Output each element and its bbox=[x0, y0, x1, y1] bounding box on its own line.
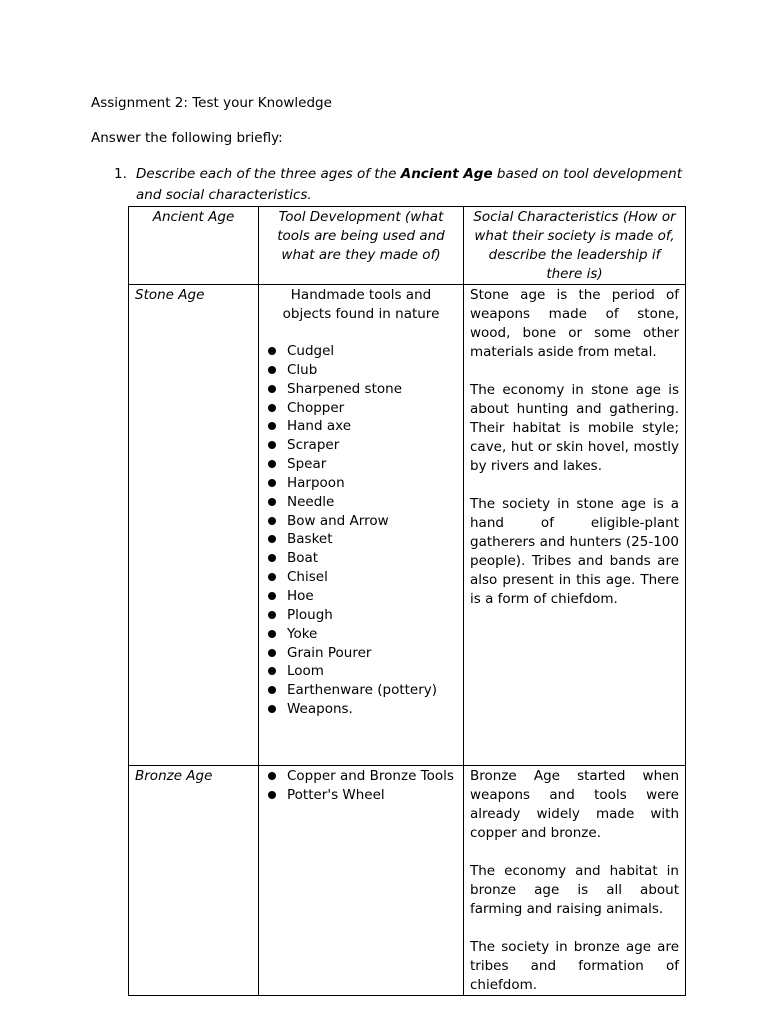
bullet-icon bbox=[268, 366, 276, 374]
bullet-icon bbox=[268, 592, 276, 600]
bullet-icon bbox=[268, 479, 276, 487]
bullet-icon bbox=[268, 554, 276, 562]
bullet-icon bbox=[268, 705, 276, 713]
list-item: Harpoon bbox=[265, 474, 457, 493]
social-paragraph: Stone age is the period of weapons made of stone, wood, bone or some other materials aside from metal. bbox=[470, 287, 679, 360]
list-item: Needle bbox=[265, 493, 457, 512]
list-item: Chopper bbox=[265, 399, 457, 418]
list-item: Sharpened stone bbox=[265, 380, 457, 399]
social-paragraph: Bronze Age started when weapons and tools were already widely made with copper and bronze. bbox=[470, 768, 679, 841]
bullet-icon bbox=[268, 791, 276, 799]
social-cell bbox=[464, 766, 686, 996]
social-cell bbox=[464, 285, 686, 766]
list-item: Potter's Wheel bbox=[265, 786, 457, 805]
bullet-icon bbox=[268, 517, 276, 525]
instructions-text: Answer the following briefly: bbox=[91, 130, 283, 146]
list-item: Club bbox=[265, 361, 457, 380]
bullet-icon bbox=[268, 573, 276, 581]
age-name-cell: Bronze Age bbox=[129, 766, 259, 996]
bullet-icon bbox=[268, 649, 276, 657]
bullet-icon bbox=[268, 441, 276, 449]
header-ancient-age: Ancient Age bbox=[129, 207, 259, 285]
list-item: Loom bbox=[265, 662, 457, 681]
social-paragraph: The society in bronze age are tribes and formation of chiefdom. bbox=[470, 939, 679, 993]
question-text-before: Describe each of the three ages of the bbox=[136, 166, 401, 182]
bullet-icon bbox=[268, 385, 276, 393]
header-social-characteristics: Social Characteristics (How or what their society is made of, describe the leadership if there is) bbox=[464, 207, 686, 285]
tools-list bbox=[265, 767, 457, 805]
bullet-icon bbox=[268, 630, 276, 638]
list-item: Basket bbox=[265, 530, 457, 549]
bullet-icon bbox=[268, 347, 276, 355]
table-row-stone-age bbox=[129, 285, 686, 766]
age-name-cell: Stone Age bbox=[129, 285, 259, 766]
ancient-ages-table bbox=[128, 206, 686, 996]
list-item: Copper and Bronze Tools bbox=[265, 767, 457, 786]
list-item: Cudgel bbox=[265, 342, 457, 361]
bullet-icon bbox=[268, 611, 276, 619]
list-item: Scraper bbox=[265, 436, 457, 455]
list-item: Spear bbox=[265, 455, 457, 474]
bullet-icon bbox=[268, 535, 276, 543]
list-item: Bow and Arrow bbox=[265, 512, 457, 531]
list-item: Weapons. bbox=[265, 700, 457, 719]
table-row-bronze-age bbox=[129, 766, 686, 996]
bullet-icon bbox=[268, 686, 276, 694]
bullet-icon bbox=[268, 772, 276, 780]
bullet-icon bbox=[268, 667, 276, 675]
social-paragraph: The society in stone age is a hand of eligible-plant gatherers and hunters (25-100 people). Tribes and bands are also present in this age. There is a form of chiefdom. bbox=[470, 496, 679, 607]
list-item: Plough bbox=[265, 606, 457, 625]
bullet-icon bbox=[268, 404, 276, 412]
social-paragraph: The economy and habitat in bronze age is all about farming and raising animals. bbox=[470, 863, 679, 917]
tools-list bbox=[265, 342, 457, 719]
table-header-row bbox=[129, 207, 686, 285]
assignment-heading: Assignment 2: Test your Knowledge bbox=[91, 95, 332, 111]
bullet-icon bbox=[268, 422, 276, 430]
list-item: Yoke bbox=[265, 625, 457, 644]
list-item: Grain Pourer bbox=[265, 644, 457, 663]
list-item: Earthenware (pottery) bbox=[265, 681, 457, 700]
list-item: Hoe bbox=[265, 587, 457, 606]
social-paragraph: The economy in stone age is about hunting and gathering. Their habitat is mobile style; cave, hut or skin hovel, mostly by rivers and lakes. bbox=[470, 382, 679, 474]
list-item: Hand axe bbox=[265, 417, 457, 436]
bullet-icon bbox=[268, 498, 276, 506]
question-emphasis: Ancient Age bbox=[400, 166, 493, 182]
tools-cell bbox=[259, 766, 464, 996]
tools-intro: Handmade tools and objects found in nature bbox=[282, 287, 440, 322]
tools-cell bbox=[259, 285, 464, 766]
header-tool-development: Tool Development (what tools are being used and what are they made of) bbox=[259, 207, 464, 285]
question-text bbox=[136, 164, 696, 206]
bullet-icon bbox=[268, 460, 276, 468]
list-item: Boat bbox=[265, 549, 457, 568]
list-item: Chisel bbox=[265, 568, 457, 587]
question-text-after: based on tool development and social characteristics. bbox=[136, 166, 682, 203]
question-number: 1. bbox=[114, 166, 127, 182]
